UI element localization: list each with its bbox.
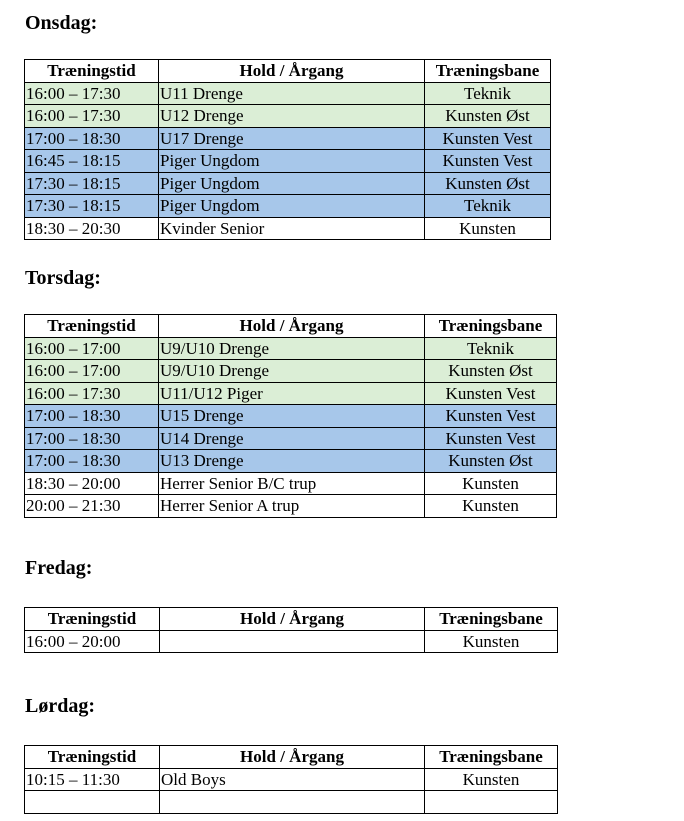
- header-field: Træningsbane: [425, 315, 557, 338]
- header-time: Træningstid: [25, 608, 160, 631]
- time-cell: 17:30 – 18:15: [25, 195, 159, 218]
- time-cell: 16:00 – 17:30: [25, 382, 159, 405]
- table-row: [25, 217, 551, 240]
- time-cell: 16:00 – 17:00: [25, 360, 159, 383]
- team-cell: Kvinder Senior: [159, 217, 425, 240]
- day-heading-torsdag: Torsdag:: [25, 267, 101, 289]
- field-cell: [425, 791, 558, 814]
- team-cell: U14 Drenge: [159, 427, 425, 450]
- team-cell: U9/U10 Drenge: [159, 360, 425, 383]
- team-cell: Old Boys: [160, 768, 425, 791]
- table-row: [25, 337, 557, 360]
- time-cell: 16:00 – 17:30: [25, 82, 159, 105]
- field-cell: Kunsten: [425, 472, 557, 495]
- header-row: [25, 315, 557, 338]
- schedule-table-lordag: [24, 745, 558, 814]
- header-field: Træningsbane: [425, 60, 551, 83]
- time-cell: 18:30 – 20:30: [25, 217, 159, 240]
- field-cell: Kunsten Øst: [425, 450, 557, 473]
- time-cell: 17:00 – 18:30: [25, 427, 159, 450]
- table-row: [25, 472, 557, 495]
- day-heading-onsdag: Onsdag:: [25, 12, 98, 34]
- field-cell: Teknik: [425, 337, 557, 360]
- field-cell: Kunsten Øst: [425, 360, 557, 383]
- time-cell: 17:00 – 18:30: [25, 405, 159, 428]
- table-row: [25, 405, 557, 428]
- team-cell: Piger Ungdom: [159, 172, 425, 195]
- field-cell: Kunsten: [425, 630, 558, 653]
- team-cell: U17 Drenge: [159, 127, 425, 150]
- table-row: [25, 495, 557, 518]
- time-cell: 16:45 – 18:15: [25, 150, 159, 173]
- schedule-table-onsdag: [24, 59, 551, 240]
- table-row: [25, 105, 551, 128]
- header-time: Træningstid: [25, 60, 159, 83]
- field-cell: Kunsten Øst: [425, 105, 551, 128]
- field-cell: Kunsten Vest: [425, 150, 551, 173]
- header-row: [25, 746, 558, 769]
- field-cell: Kunsten Vest: [425, 405, 557, 428]
- header-time: Træningstid: [25, 746, 160, 769]
- header-row: [25, 608, 558, 631]
- table-row: [25, 768, 558, 791]
- header-row: [25, 60, 551, 83]
- schedule-table-torsdag: [24, 314, 557, 518]
- time-cell: 16:00 – 17:00: [25, 337, 159, 360]
- time-cell: 17:00 – 18:30: [25, 450, 159, 473]
- field-cell: Kunsten Vest: [425, 427, 557, 450]
- table-row: [25, 382, 557, 405]
- time-cell: 18:30 – 20:00: [25, 472, 159, 495]
- table-row: [25, 427, 557, 450]
- table-row: [25, 172, 551, 195]
- table-row: [25, 150, 551, 173]
- team-cell: U9/U10 Drenge: [159, 337, 425, 360]
- table-row: [25, 360, 557, 383]
- day-heading-fredag: Fredag:: [25, 557, 93, 579]
- header-team: Hold / Årgang: [159, 315, 425, 338]
- field-cell: Kunsten Vest: [425, 127, 551, 150]
- team-cell: Piger Ungdom: [159, 150, 425, 173]
- time-cell: 16:00 – 20:00: [25, 630, 160, 653]
- header-team: Hold / Årgang: [159, 60, 425, 83]
- time-cell: [25, 791, 160, 814]
- header-team: Hold / Årgang: [160, 746, 425, 769]
- field-cell: Kunsten: [425, 495, 557, 518]
- header-field: Træningsbane: [425, 746, 558, 769]
- time-cell: 20:00 – 21:30: [25, 495, 159, 518]
- table-row: [25, 82, 551, 105]
- team-cell: U13 Drenge: [159, 450, 425, 473]
- field-cell: Teknik: [425, 82, 551, 105]
- field-cell: Teknik: [425, 195, 551, 218]
- time-cell: 16:00 – 17:30: [25, 105, 159, 128]
- schedule-table-fredag: [24, 607, 558, 653]
- team-cell: [160, 791, 425, 814]
- team-cell: Herrer Senior A trup: [159, 495, 425, 518]
- team-cell: U12 Drenge: [159, 105, 425, 128]
- time-cell: 17:00 – 18:30: [25, 127, 159, 150]
- table-row: [25, 127, 551, 150]
- header-time: Træningstid: [25, 315, 159, 338]
- field-cell: Kunsten: [425, 768, 558, 791]
- field-cell: Kunsten Vest: [425, 382, 557, 405]
- header-team: Hold / Årgang: [160, 608, 425, 631]
- table-row: [25, 791, 558, 814]
- team-cell: U11/U12 Piger: [159, 382, 425, 405]
- team-cell: Herrer Senior B/C trup: [159, 472, 425, 495]
- team-cell: U15 Drenge: [159, 405, 425, 428]
- team-cell: [160, 630, 425, 653]
- team-cell: Piger Ungdom: [159, 195, 425, 218]
- table-row: [25, 195, 551, 218]
- day-heading-lordag: Lørdag:: [25, 695, 95, 717]
- table-row: [25, 630, 558, 653]
- time-cell: 17:30 – 18:15: [25, 172, 159, 195]
- table-row: [25, 450, 557, 473]
- time-cell: 10:15 – 11:30: [25, 768, 160, 791]
- team-cell: U11 Drenge: [159, 82, 425, 105]
- header-field: Træningsbane: [425, 608, 558, 631]
- field-cell: Kunsten Øst: [425, 172, 551, 195]
- field-cell: Kunsten: [425, 217, 551, 240]
